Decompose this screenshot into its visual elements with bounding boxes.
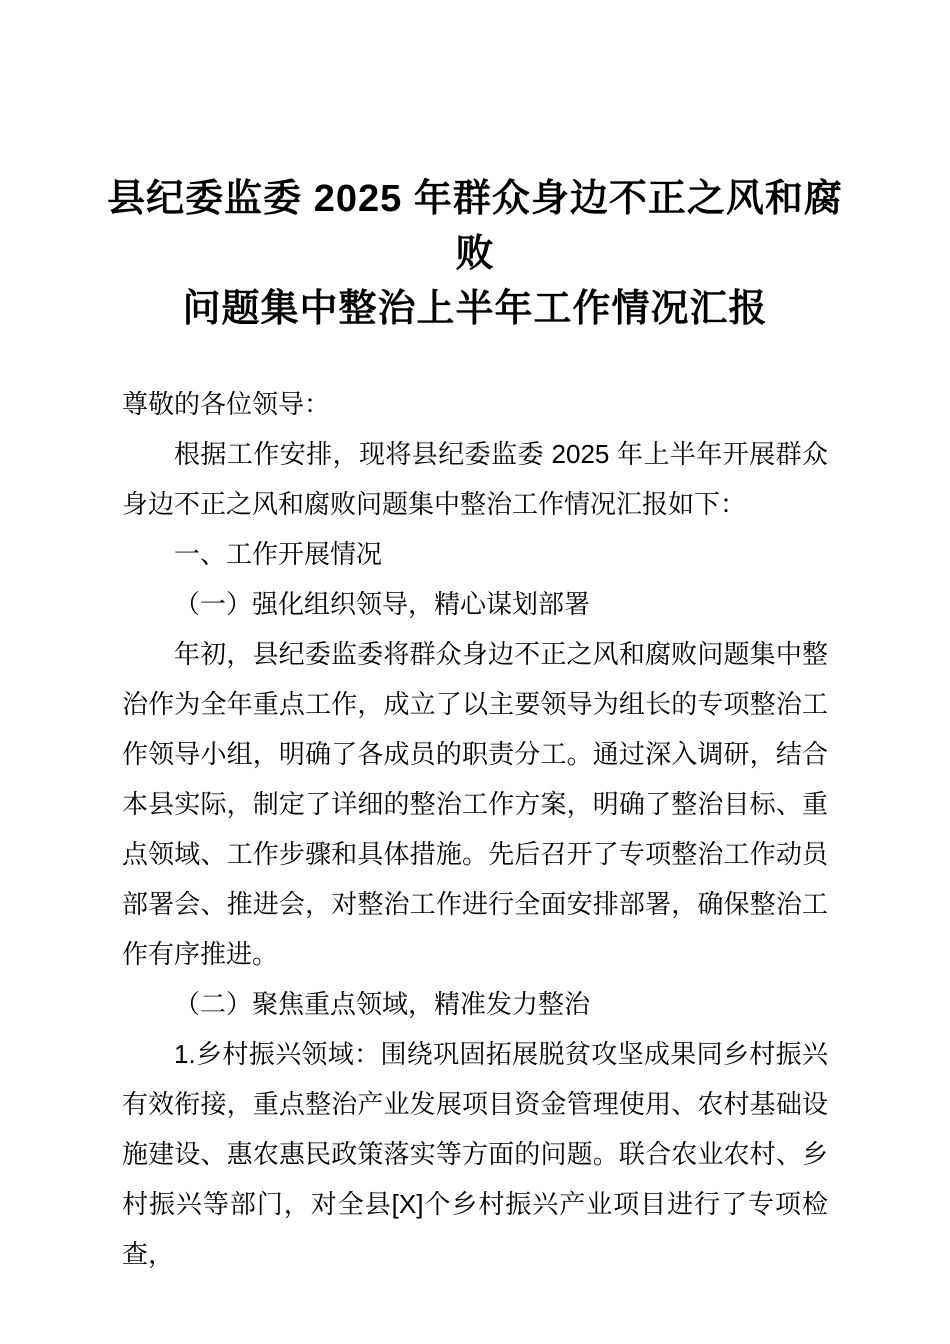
paragraph: （一）强化组织领导，精心谋划部署: [174, 589, 591, 619]
paragraph: （二）聚焦重点领域，精准发力整治: [174, 989, 591, 1019]
document-title: [95, 0, 855, 337]
paragraph: 年初，县纪委监委将群众身边不正之风和腐败问题集中整治作为全年重点工作，成立了以主要领导为组长的专项整治工作领导小组，明确了各成员的职责分工。通过深入调研，结合本县实际，制定了详细的整治工作方案，明确了整治目标、重点领域、工作步骤和具体措施。先后召开了专项整治工作动员部署会、推进会，对整治工作进行全面安排部署，确保整治工作有序推进。: [122, 639, 828, 969]
paragraph: 一、工作开展情况: [174, 539, 383, 569]
paragraph: 尊敬的各位领导：: [122, 389, 331, 419]
paragraph: 根据工作安排，现将县纪委监委 2025 年上半年开展群众身边不正之风和腐败问题集中整治工作情况汇报如下：: [122, 439, 828, 519]
paragraph: 1.乡村振兴领域：围绕巩固拓展脱贫攻坚成果同乡村振兴有效衔接，重点整治产业发展项目资金管理使用、农村基础设施建设、惠农惠民政策落实等方面的问题。联合农业农村、乡村振兴等部门，对全县[X]个乡村振兴产业项目进行了专项检查，: [122, 1039, 828, 1269]
document-body: [122, 379, 828, 1279]
title-line-2: 问题集中整治上半年工作情况汇报: [182, 288, 768, 330]
title-line-1: 县纪委监委 2025 年群众身边不正之风和腐败: [107, 178, 843, 275]
